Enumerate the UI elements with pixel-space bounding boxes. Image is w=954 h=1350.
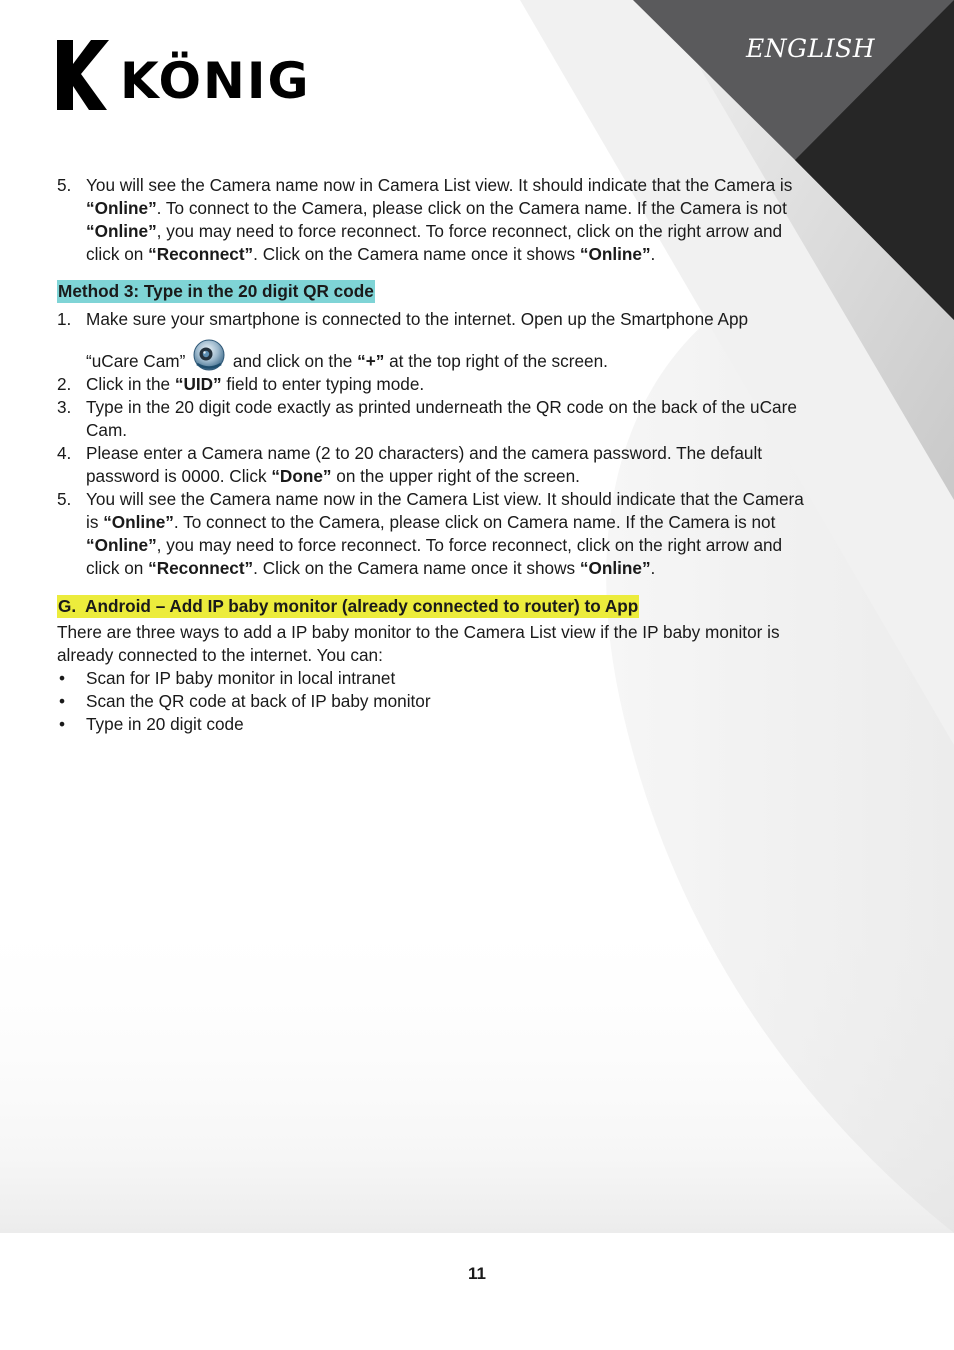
- ucare-cam-app-icon: [192, 338, 226, 372]
- document-body: [57, 174, 817, 736]
- konig-logo: [57, 40, 319, 110]
- list-item: • Type in 20 digit code: [59, 713, 244, 734]
- method-3-heading: Method 3: Type in the 20 digit QR code: [57, 280, 375, 303]
- method-3-step-3: 3. Type in the 20 digit code exactly as printed underneath the QR code on the back of the uCare Cam.: [57, 396, 797, 440]
- list-item: • Scan the QR code at back of IP baby monitor: [59, 690, 431, 711]
- section-g-heading: G. Android – Add IP baby monitor (already connected to router) to App: [57, 595, 639, 618]
- method-3-step-5: 5. You will see the Camera name now in the Camera List view. It should indicate that the Camera is “Online”. To connect to the Camera, please click on Camera name. If the Camera is not “Online”, you may need to force reconnect. To force reconnect, click on the right arrow and click on “Reconnect”. Click on the Camera name once it shows “Online”.: [57, 489, 804, 579]
- method-3-step-2: 2. Click in the “UID” field to enter typing mode.: [57, 373, 425, 394]
- language-label: ENGLISH: [746, 34, 876, 63]
- step-5-previous-method: 5. You will see the Camera name now in Camera List view. It should indicate that the Camera is “Online”. To connect to the Camera, please click on the Camera name. If the Camera is not “Online”, you may need to force reconnect. To force reconnect, click on the right arrow and click on “Reconnect”. Click on the Camera name once it shows “Online”.: [57, 175, 793, 265]
- section-g-intro: There are three ways to add a IP baby monitor to the Camera List view if the IP baby monitor is already connected to the internet. You can:: [57, 621, 780, 665]
- list-item: • Scan for IP baby monitor in local intranet: [59, 667, 396, 688]
- method-3-step-4: 4. Please enter a Camera name (2 to 20 characters) and the camera password. The default password is 0000. Click “Done” on the upper right of the screen.: [57, 442, 763, 487]
- method-3-step-1: 1. Make sure your smartphone is connected to the internet. Open up the Smartphone App “uCare Cam” and click on the “+” at the top right of the screen.: [57, 309, 749, 371]
- page-number: 11: [468, 1264, 486, 1283]
- brand-wordmark: KÖNIG: [120, 52, 311, 110]
